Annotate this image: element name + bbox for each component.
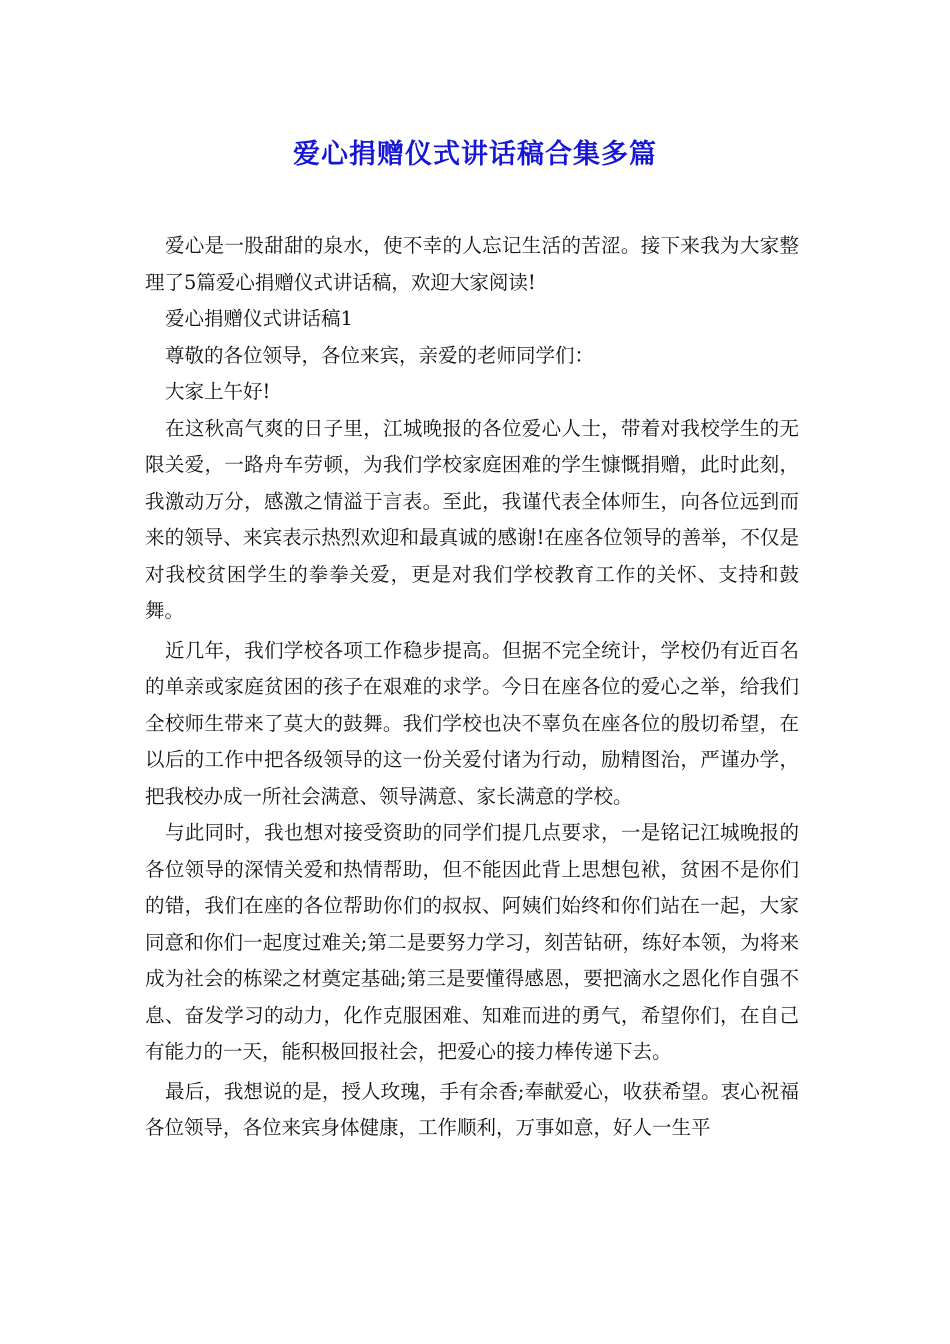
document-title: 爱心捐赠仪式讲话稿合集多篇 — [293, 139, 657, 170]
section-heading: 爱心捐赠仪式讲话稿1 — [165, 307, 353, 330]
closing-paragraph: 最后，我想说的是，授人玫瑰，手有余香;奉献爱心，收获希望。衷心祝福各位领导，各位来宾身体健康，工作顺利，万事如意，好人一生平 — [145, 1079, 799, 1139]
intro-paragraph: 爱心是一股甜甜的泉水，使不幸的人忘记生活的苦涩。接下来我为大家整理了5篇爱心捐赠仪式讲话稿，欢迎大家阅读! — [145, 234, 799, 294]
body-paragraph: 近几年，我们学校各项工作稳步提高。但据不完全统计，学校仍有近百名的单亲或家庭贫困的孩子在艰难的求学。今日在座各位的爱心之举，给我们全校师生带来了莫大的鼓舞。我们学校也决不辜负在座各位的殷切希望，在以后的工作中把各级领导的这一份关爱付诸为行动，励精图治，严谨办学，把我校办成一所社会满意、领导满意、家长满意的学校。 — [145, 638, 799, 808]
salutation: 尊敬的各位领导，各位来宾，亲爱的老师同学们： — [165, 343, 595, 367]
body-paragraph: 与此同时，我也想对接受资助的同学们提几点要求，一是铭记江城晚报的各位领导的深情关爱和热情帮助，但不能因此背上思想包袱，贫困不是你们的错，我们在座的各位帮助你们的叔叔、阿姨们始终和你们站在一起，大家同意和你们一起度过难关;第二是要努力学习，刻苦钻研，练好本领，为将来成为社会的栋梁之材奠定基础;第三是要懂得感恩，要把滴水之恩化作自强不息、奋发学习的动力，化作克服困难、知难而进的勇气，希望你们，在自己有能力的一天，能积极回报社会，把爱心的接力棒传递下去。 — [145, 821, 799, 1063]
document-body — [145, 228, 799, 1147]
body-paragraph: 在这秋高气爽的日子里，江城晚报的各位爱心人士，带着对我校学生的无限关爱，一路舟车劳顿，为我们学校家庭困难的学生慷慨捐赠，此时此刻，我激动万分，感激之情溢于言表。至此，我谨代表全体师生，向各位远到而来的领导、来宾表示热烈欢迎和最真诚的感谢!在座各位领导的善举，不仅是对我校贫困学生的拳拳关爱，更是对我们学校教育工作的关怀、支持和鼓舞。 — [145, 416, 799, 622]
greeting: 大家上午好! — [165, 380, 271, 403]
